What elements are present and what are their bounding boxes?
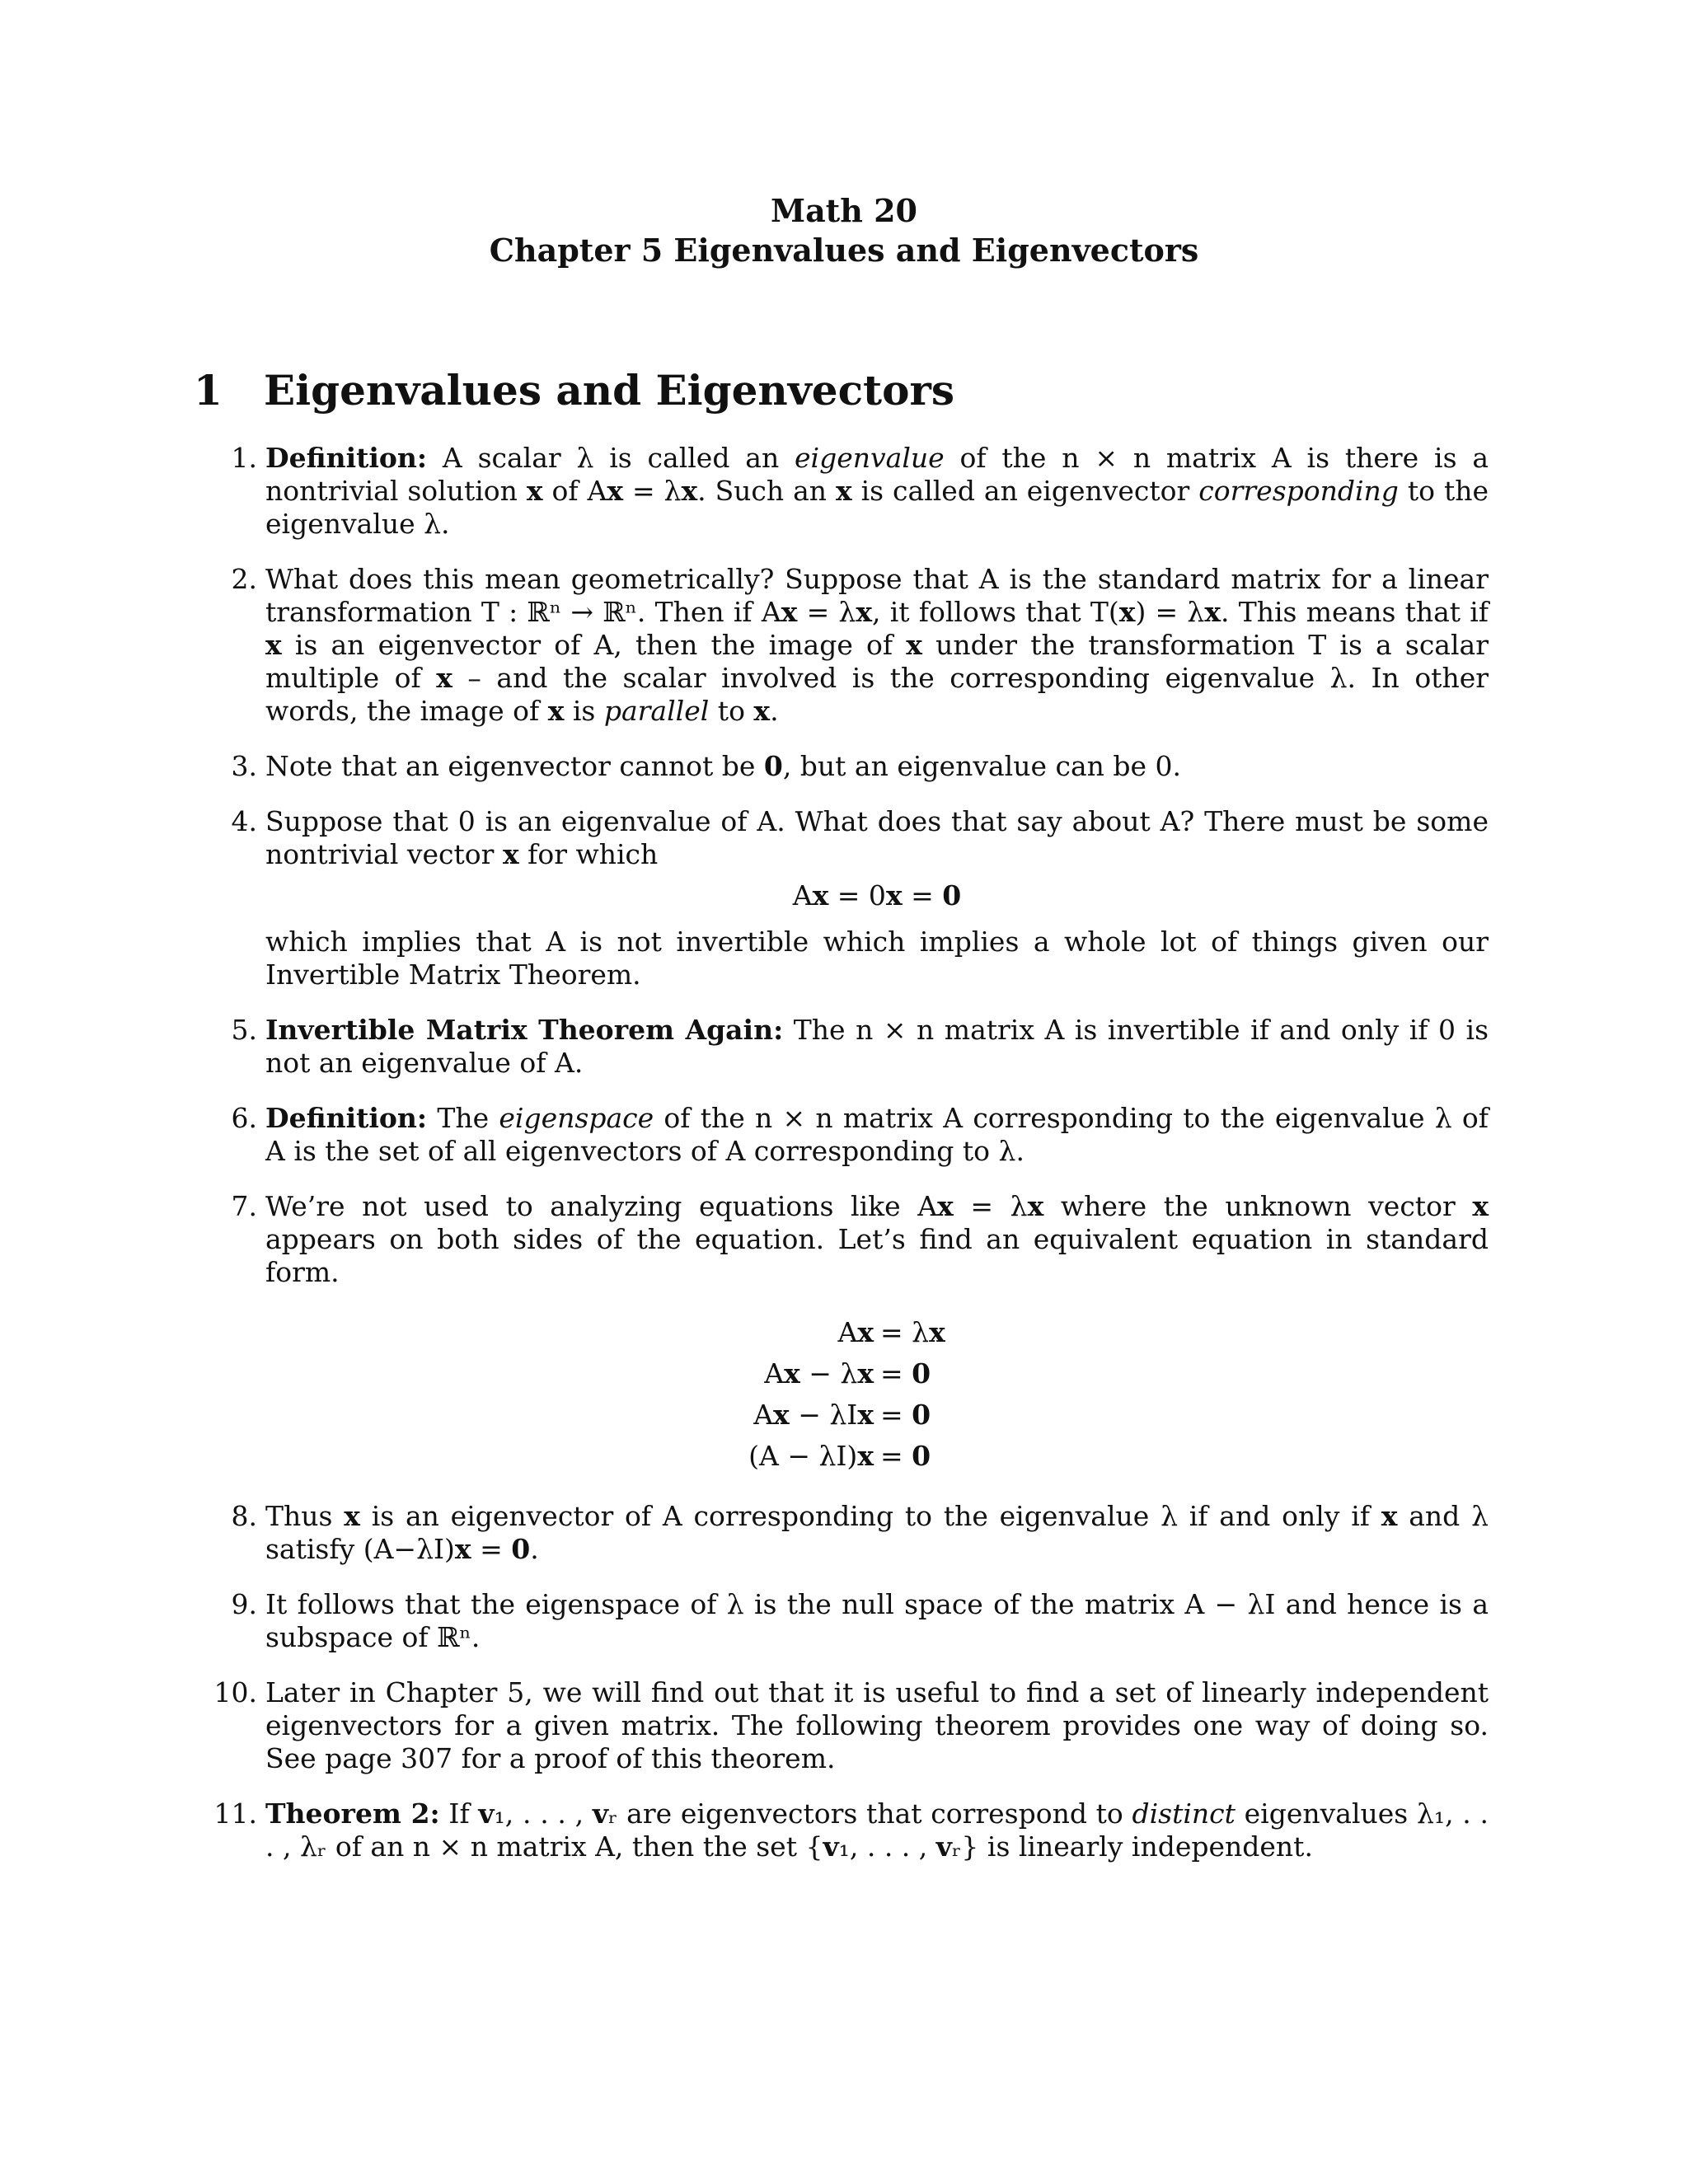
page-title (0, 191, 1688, 270)
text-run: If (439, 1797, 479, 1830)
text-run: = 0 (828, 879, 886, 912)
equation-rhs (877, 1312, 1489, 1353)
text-run: Theorem 2: (265, 1797, 440, 1830)
equation-lhs (265, 1436, 877, 1477)
derivation-line (265, 1394, 1489, 1436)
text-run: x (906, 629, 922, 661)
item-number: 2. (231, 563, 257, 595)
item-text (265, 1190, 1489, 1289)
equation-lhs (265, 1312, 877, 1353)
text-run: parallel (603, 695, 710, 727)
text-run: = (880, 1399, 912, 1431)
text-run: v (935, 1830, 952, 1863)
text-run: − λ (799, 1357, 858, 1390)
text-run: Suppose that 0 is an eigenvalue of A. What does that say about A? There must be some nontrivial vector (265, 805, 1489, 870)
text-run: 0 (763, 750, 783, 782)
text-run: x (812, 879, 829, 912)
text-run: = (471, 1533, 512, 1565)
text-run: Later in Chapter 5, we will find out that it is useful to find a set of linearly independent eigenvectors for a given matrix. The following theorem provides one way of doing so. See page 307 for a proof of this theorem. (265, 1676, 1489, 1774)
text-run: ₁, . . . , (838, 1830, 936, 1863)
item-number: 4. (231, 805, 257, 837)
text-run: ₁, . . . , (494, 1797, 593, 1830)
text-run: v (592, 1797, 608, 1830)
text-run: x (885, 879, 903, 912)
text-run: is an eigenvector of A corresponding to the eigenvalue λ if and only if (359, 1500, 1381, 1532)
display-equation (265, 879, 1489, 912)
text-run: x (781, 596, 798, 628)
text-run: = λ (797, 596, 856, 628)
text-run: The n × n matrix A is invertible if and only if 0 is not an eigenvalue of A. (265, 1014, 1489, 1079)
section-number: 1 (194, 366, 223, 415)
text-run: corresponding (1198, 475, 1399, 507)
text-run: v (823, 1830, 839, 1863)
text-run: x (681, 475, 698, 507)
text-run: x (1381, 1500, 1398, 1532)
course-title: Math 20 (771, 192, 917, 229)
text-run: x (1027, 1190, 1044, 1222)
text-run: A (753, 1399, 774, 1431)
list-item (231, 1102, 1489, 1168)
text-run: x (857, 1357, 874, 1390)
text-run: x (265, 629, 282, 661)
text-run: is called an eigenvector (851, 475, 1199, 507)
text-run: Definition: (265, 1102, 428, 1134)
text-run: We’re not used to analyzing equations like A (265, 1190, 938, 1222)
text-run: to the eigenvalue λ. (265, 475, 1489, 540)
text-run: of A (542, 475, 607, 507)
item-text (265, 1102, 1489, 1168)
list-item (231, 1190, 1489, 1477)
text-run: A (792, 879, 813, 912)
text-run: eigenvalue (795, 442, 945, 474)
derivation-line (265, 1353, 1489, 1394)
list-item (231, 1500, 1489, 1566)
text-run: x (784, 1357, 800, 1390)
text-run: Thus (265, 1500, 345, 1532)
text-run: , it follows that T( (872, 596, 1119, 628)
text-run: = (880, 1440, 912, 1472)
text-run: for which (518, 838, 659, 870)
text-run: The (427, 1102, 499, 1134)
text-run: is (564, 695, 604, 727)
text-run: where the unknown vector (1043, 1190, 1473, 1222)
text-run: x (547, 695, 565, 727)
text-run: x (436, 662, 452, 694)
text-run: x (857, 1440, 874, 1472)
list-item (231, 750, 1489, 783)
text-run: x (344, 1500, 360, 1532)
text-run: 0 (942, 879, 962, 912)
list-item (213, 1676, 1489, 1775)
item-text-continued (265, 926, 1489, 991)
text-run: x (835, 475, 852, 507)
item-number: 10. (213, 1676, 257, 1708)
text-run: , but an eigenvalue can be 0. (782, 750, 1182, 782)
list-item (231, 805, 1489, 991)
text-run: x (857, 1399, 874, 1431)
item-text (265, 1676, 1489, 1775)
text-run: Definition: (265, 442, 428, 474)
list-item (213, 1797, 1489, 1863)
text-run: A (764, 1357, 785, 1390)
item-number: 3. (231, 750, 257, 782)
text-run: 0 (912, 1357, 931, 1390)
chapter-title: Chapter 5 Eigenvalues and Eigenvectors (489, 232, 1199, 269)
text-run: and λ satisfy (A−λI) (265, 1500, 1489, 1565)
item-text (265, 805, 1489, 871)
equation-derivation (265, 1312, 1489, 1477)
text-run: A (837, 1316, 858, 1348)
item-text (265, 442, 1489, 541)
text-run: 0 (912, 1440, 931, 1472)
text-run: x (1472, 1190, 1489, 1222)
equation-lhs (265, 1353, 877, 1394)
text-run: of the n × n matrix A corresponding to the eigenvalue λ of A is the set of all eigenvectors of A corresponding to λ. (265, 1102, 1489, 1167)
numbered-list (213, 442, 1489, 1886)
text-run: x (753, 695, 771, 727)
text-run: v (478, 1797, 495, 1830)
text-run: x (502, 838, 519, 870)
item-number: 8. (231, 1500, 257, 1532)
text-run: – and the scalar involved is the corresponding eigenvalue λ. In other words, the image of (265, 662, 1489, 727)
list-item (231, 442, 1489, 541)
text-run: ) = λ (1135, 596, 1205, 628)
text-run: Note that an eigenvector cannot be (265, 750, 764, 782)
text-run: under the transformation T is a scalar multiple of (265, 629, 1489, 694)
text-run: = λ (623, 475, 682, 507)
text-run: x (857, 1316, 874, 1348)
text-run: . Such an (697, 475, 836, 507)
text-run: . This means that if (1221, 596, 1489, 628)
item-number: 5. (231, 1014, 257, 1046)
text-run: is an eigenvector of A, then the image of (281, 629, 907, 661)
equation-rhs (877, 1394, 1489, 1436)
text-run: x (929, 1316, 945, 1348)
item-number: 11. (213, 1797, 257, 1830)
text-run: x (526, 475, 543, 507)
item-text (265, 1014, 1489, 1080)
text-run: to (709, 695, 754, 727)
text-run: appears on both sides of the equation. Let’s find an equivalent equation in standard form. (265, 1223, 1489, 1288)
text-run: eigenvalues λ₁, . . . , λᵣ of an n × n matrix A, then the set { (265, 1797, 1489, 1863)
item-text (265, 1500, 1489, 1566)
text-run: eigenspace (499, 1102, 654, 1134)
text-run: of the n × n matrix A is there is a nontrivial solution (265, 442, 1489, 507)
item-text (265, 563, 1489, 728)
derivation-line (265, 1312, 1489, 1353)
text-run: ᵣ} is linearly independent. (951, 1830, 1313, 1863)
text-run: = λ (880, 1316, 930, 1348)
item-number: 7. (231, 1190, 257, 1222)
item-text (265, 750, 1489, 783)
text-run: . (530, 1533, 539, 1565)
equation-rhs (877, 1353, 1489, 1394)
text-run: distinct (1132, 1797, 1236, 1830)
list-item (231, 563, 1489, 728)
list-item (231, 1588, 1489, 1654)
text-run: What does this mean geometrically? Suppose that A is the standard matrix for a linear transformation T : ℝⁿ → ℝⁿ. Then if A (265, 563, 1489, 628)
item-number: 1. (231, 442, 257, 474)
text-run: − λI (789, 1399, 858, 1431)
text-run: x (607, 475, 623, 507)
equation-rhs (877, 1436, 1489, 1477)
text-run: x (773, 1399, 790, 1431)
text-run: It follows that the eigenspace of λ is the null space of the matrix A − λI and hence is a subspace of ℝⁿ. (265, 1588, 1489, 1653)
section-title: Eigenvalues and Eigenvectors (264, 366, 954, 415)
text-run: . (770, 695, 779, 727)
text-run: (A − λI) (748, 1440, 858, 1472)
item-number: 6. (231, 1102, 257, 1134)
item-text (265, 1588, 1489, 1654)
text-run: ᵣ are eigenvectors that correspond to (608, 1797, 1132, 1830)
text-run: A scalar λ is called an (427, 442, 795, 474)
section-heading (194, 364, 954, 417)
text-run: which implies that A is not invertible which implies a whole lot of things given our Invertible Matrix Theorem. (265, 926, 1489, 991)
text-run: = λ (953, 1190, 1028, 1222)
list-item (231, 1014, 1489, 1080)
text-run: 0 (511, 1533, 531, 1565)
text-run: x (454, 1533, 471, 1565)
text-run: = (880, 1357, 912, 1390)
text-run: x (1204, 596, 1221, 628)
text-run: = (902, 879, 943, 912)
text-run: 0 (912, 1399, 931, 1431)
derivation-line (265, 1436, 1489, 1477)
item-text (265, 1797, 1489, 1863)
item-number: 9. (231, 1588, 257, 1620)
equation-lhs (265, 1394, 877, 1436)
text-run: x (856, 596, 873, 628)
text-run: Invertible Matrix Theorem Again: (265, 1014, 784, 1046)
text-run: x (937, 1190, 954, 1222)
text-run: x (1118, 596, 1136, 628)
